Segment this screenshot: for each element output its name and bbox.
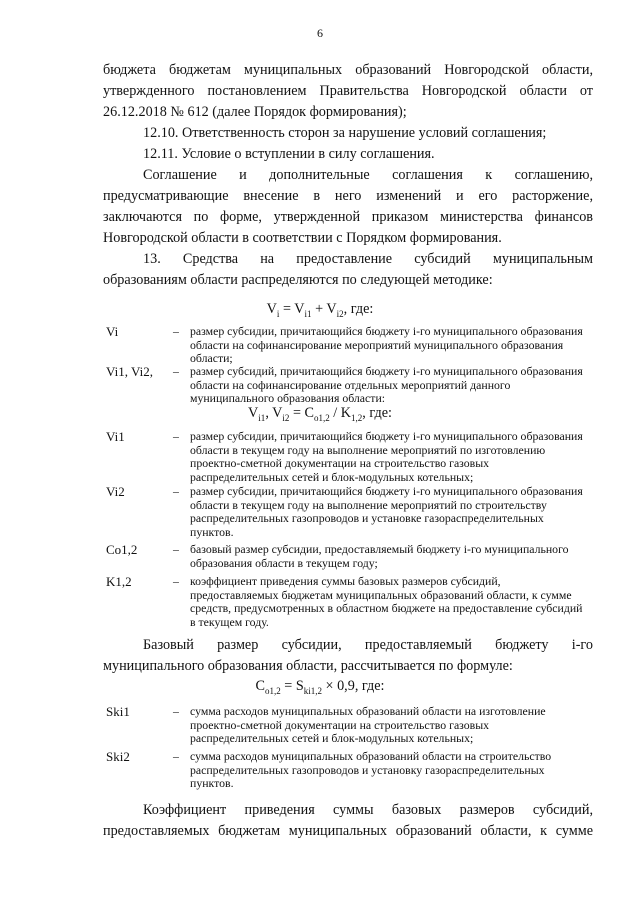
definition-symbol: Vi2 bbox=[106, 484, 125, 499]
definition-text: размер субсидий, причитающийся бюджету i-го муниципального образования области на софинансирование отдельных мероприятий данного муниципального образования области: bbox=[190, 364, 583, 406]
definition-symbol: K1,2 bbox=[106, 574, 132, 589]
agreement-line-1: Соглашение и дополнительные соглашения к соглашению, bbox=[143, 167, 593, 183]
definition-dash: – bbox=[173, 429, 179, 443]
definition-dash: – bbox=[173, 574, 179, 588]
definition-dash: – bbox=[173, 704, 179, 718]
definition-symbol: Co1,2 bbox=[106, 542, 138, 557]
agreement-line-2: предусматривающие внесение в него изменений и его расторжение, bbox=[103, 188, 593, 204]
definition-text: сумма расходов муниципальных образований области на изготовление проектно-сметной документации на строительство газовых распределительных сетей и блок-модульных котельных; bbox=[190, 704, 546, 746]
definition-symbol: Vi bbox=[106, 324, 119, 339]
definition-text: коэффициент приведения суммы базовых размеров субсидий, предоставляемых бюджетам муниципальных образований области, к сумме средств, предусмотренных в областном бюджете на предоставление субсидий в текущем году. bbox=[190, 574, 583, 629]
intro-line-2: утвержденного постановлением Правительства Новгородской области от bbox=[103, 83, 593, 99]
definition-dash: – bbox=[173, 364, 179, 378]
formula-vi: $V_i = V_{i1} + V_{i2}$, где: bbox=[266, 301, 374, 319]
intro-line-3: 26.12.2018 № 612 (далее Порядок формирования); bbox=[103, 104, 407, 120]
item-12-11: 12.11. Условие о вступлении в силу соглашения. bbox=[143, 146, 435, 162]
agreement-line-3: заключаются по форме, утвержденной приказом министерства финансов bbox=[103, 209, 593, 225]
coef-line-2: предоставляемых бюджетам муниципальных образований области, к сумме bbox=[103, 823, 593, 839]
definition-dash: – bbox=[173, 324, 179, 338]
formula-co: $C_{o1,2} = S_{ki1,2} \times 0,9$, где: bbox=[255, 678, 385, 696]
item-13-line-2: образованиям области распределяются по следующей методике: bbox=[103, 272, 493, 288]
coef-line-1: Коэффициент приведения суммы базовых размеров субсидий, bbox=[143, 802, 593, 818]
definition-text: сумма расходов муниципальных образований области на строительство распределительных газопроводов и установку газораспределительных пунктов. bbox=[190, 749, 552, 791]
definition-symbol: Ski2 bbox=[106, 749, 130, 764]
formula-vi1-vi2: $V_{i1}$, $V_{i2} = C_{o1,2} / K_{1,2}$, где: bbox=[248, 405, 392, 423]
definition-text: размер субсидии, причитающийся бюджету i-го муниципального образования области в текущем году на выполнение мероприятий по изготовлению проектно-сметной документации на строительство газовых распределительных сетей и блок-модульных котельных; bbox=[190, 429, 583, 484]
item-13-line-1: 13. Средства на предоставление субсидий муниципальным bbox=[143, 251, 593, 267]
definition-text: размер субсидии, причитающийся бюджету i-го муниципального образования области в текущем году на выполнение мероприятий по строительству распределительных газопроводов и установке газораспределительных пунктов. bbox=[190, 484, 583, 539]
definition-dash: – bbox=[173, 749, 179, 763]
definition-symbol: Vi1 bbox=[106, 429, 125, 444]
definition-dash: – bbox=[173, 484, 179, 498]
page-number: 6 bbox=[317, 26, 323, 40]
base-line-2: муниципального образования области, рассчитывается по формуле: bbox=[103, 658, 513, 674]
item-12-10: 12.10. Ответственность сторон за нарушение условий соглашения; bbox=[143, 125, 547, 141]
definition-symbol: Ski1 bbox=[106, 704, 130, 719]
definition-text: размер субсидии, причитающийся бюджету i-го муниципального образования области на софинансирование мероприятий муниципального образования области; bbox=[190, 324, 583, 366]
agreement-line-4: Новгородской области в соответствии с Порядком формирования. bbox=[103, 230, 502, 246]
definition-text: базовый размер субсидии, предоставляемый бюджету i-го муниципального образования области в текущем году; bbox=[190, 542, 569, 570]
intro-line-1: бюджета бюджетам муниципальных образований Новгородской области, bbox=[103, 62, 593, 78]
definition-symbol: Vi1, Vi2, bbox=[106, 364, 153, 379]
definition-dash: – bbox=[173, 542, 179, 556]
base-line-1: Базовый размер субсидии, предоставляемый бюджету i-го bbox=[143, 637, 593, 653]
